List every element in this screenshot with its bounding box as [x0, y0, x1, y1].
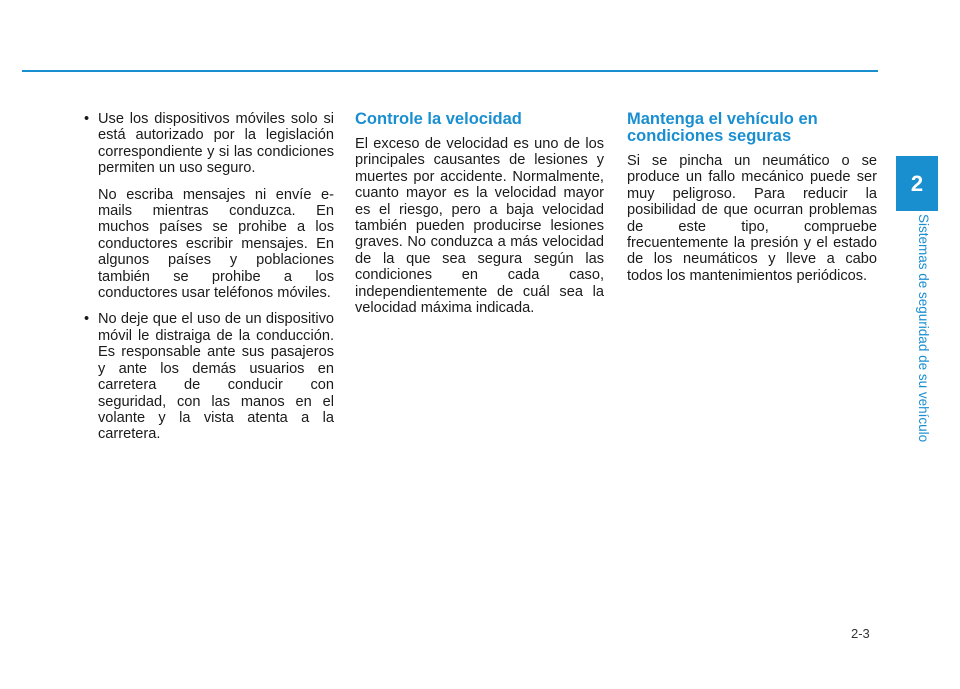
chapter-tab: 2 — [896, 156, 938, 211]
column-2 — [355, 111, 604, 316]
bullet-icon: • — [84, 311, 90, 328]
bullet-item — [80, 111, 334, 177]
bullet-icon: • — [84, 111, 90, 127]
section-heading-vehicle — [627, 111, 877, 145]
heading-line-1: Mantenga el vehículo en — [627, 110, 818, 128]
bullet-item — [80, 311, 334, 442]
bullet-text: No deje que el uso de un dispositivo móvil le distraiga de la conducción. Es responsable ante sus pasajeros y ante los demás usuarios en carretera de conducir con seguridad, con las manos en el volante y la vista atenta a la carretera. — [98, 311, 334, 443]
column-3 — [627, 111, 877, 284]
section-body-vehicle: Si se pincha un neumático o se produce un fallo mecánico puede ser muy peligroso. Para reducir la posibilidad de que ocurran problemas de este tipo, compruebe frecuentemente la presión y el estado de los neumáticos y lleve a cabo todos los mantenimientos periódicos. — [627, 153, 877, 284]
header-rule — [22, 70, 878, 72]
heading-line-2: condiciones seguras — [627, 127, 792, 145]
indented-paragraph: No escriba mensajes ni envíe e-mails mientras conduzca. En muchos países se prohibe a los conductores escribir mensajes. En algunos países y poblaciones también se prohibe a los conductores usar teléfonos móviles. — [98, 186, 334, 302]
page-number: 2-3 — [851, 626, 870, 641]
chapter-title: Sistemas de seguridad de su vehículo — [916, 214, 931, 443]
column-1 — [80, 111, 334, 453]
bullet-text: Use los dispositivos móviles solo si está autorizado por la legislación correspondiente y si las condiciones permiten un uso seguro. — [98, 111, 334, 177]
section-body-speed: El exceso de velocidad es uno de los principales causantes de lesiones y muertes por accidente. Normalmente, cuanto mayor es la velocidad mayor es el riesgo, pero a baja velocidad también pueden producirse lesiones graves. No conduzca a más velocidad de la que sea segura según las condiciones en cada caso, independientemente de cuál sea la velocidad máxima indicada. — [355, 136, 604, 317]
section-heading-speed: Controle la velocidad — [355, 110, 522, 128]
